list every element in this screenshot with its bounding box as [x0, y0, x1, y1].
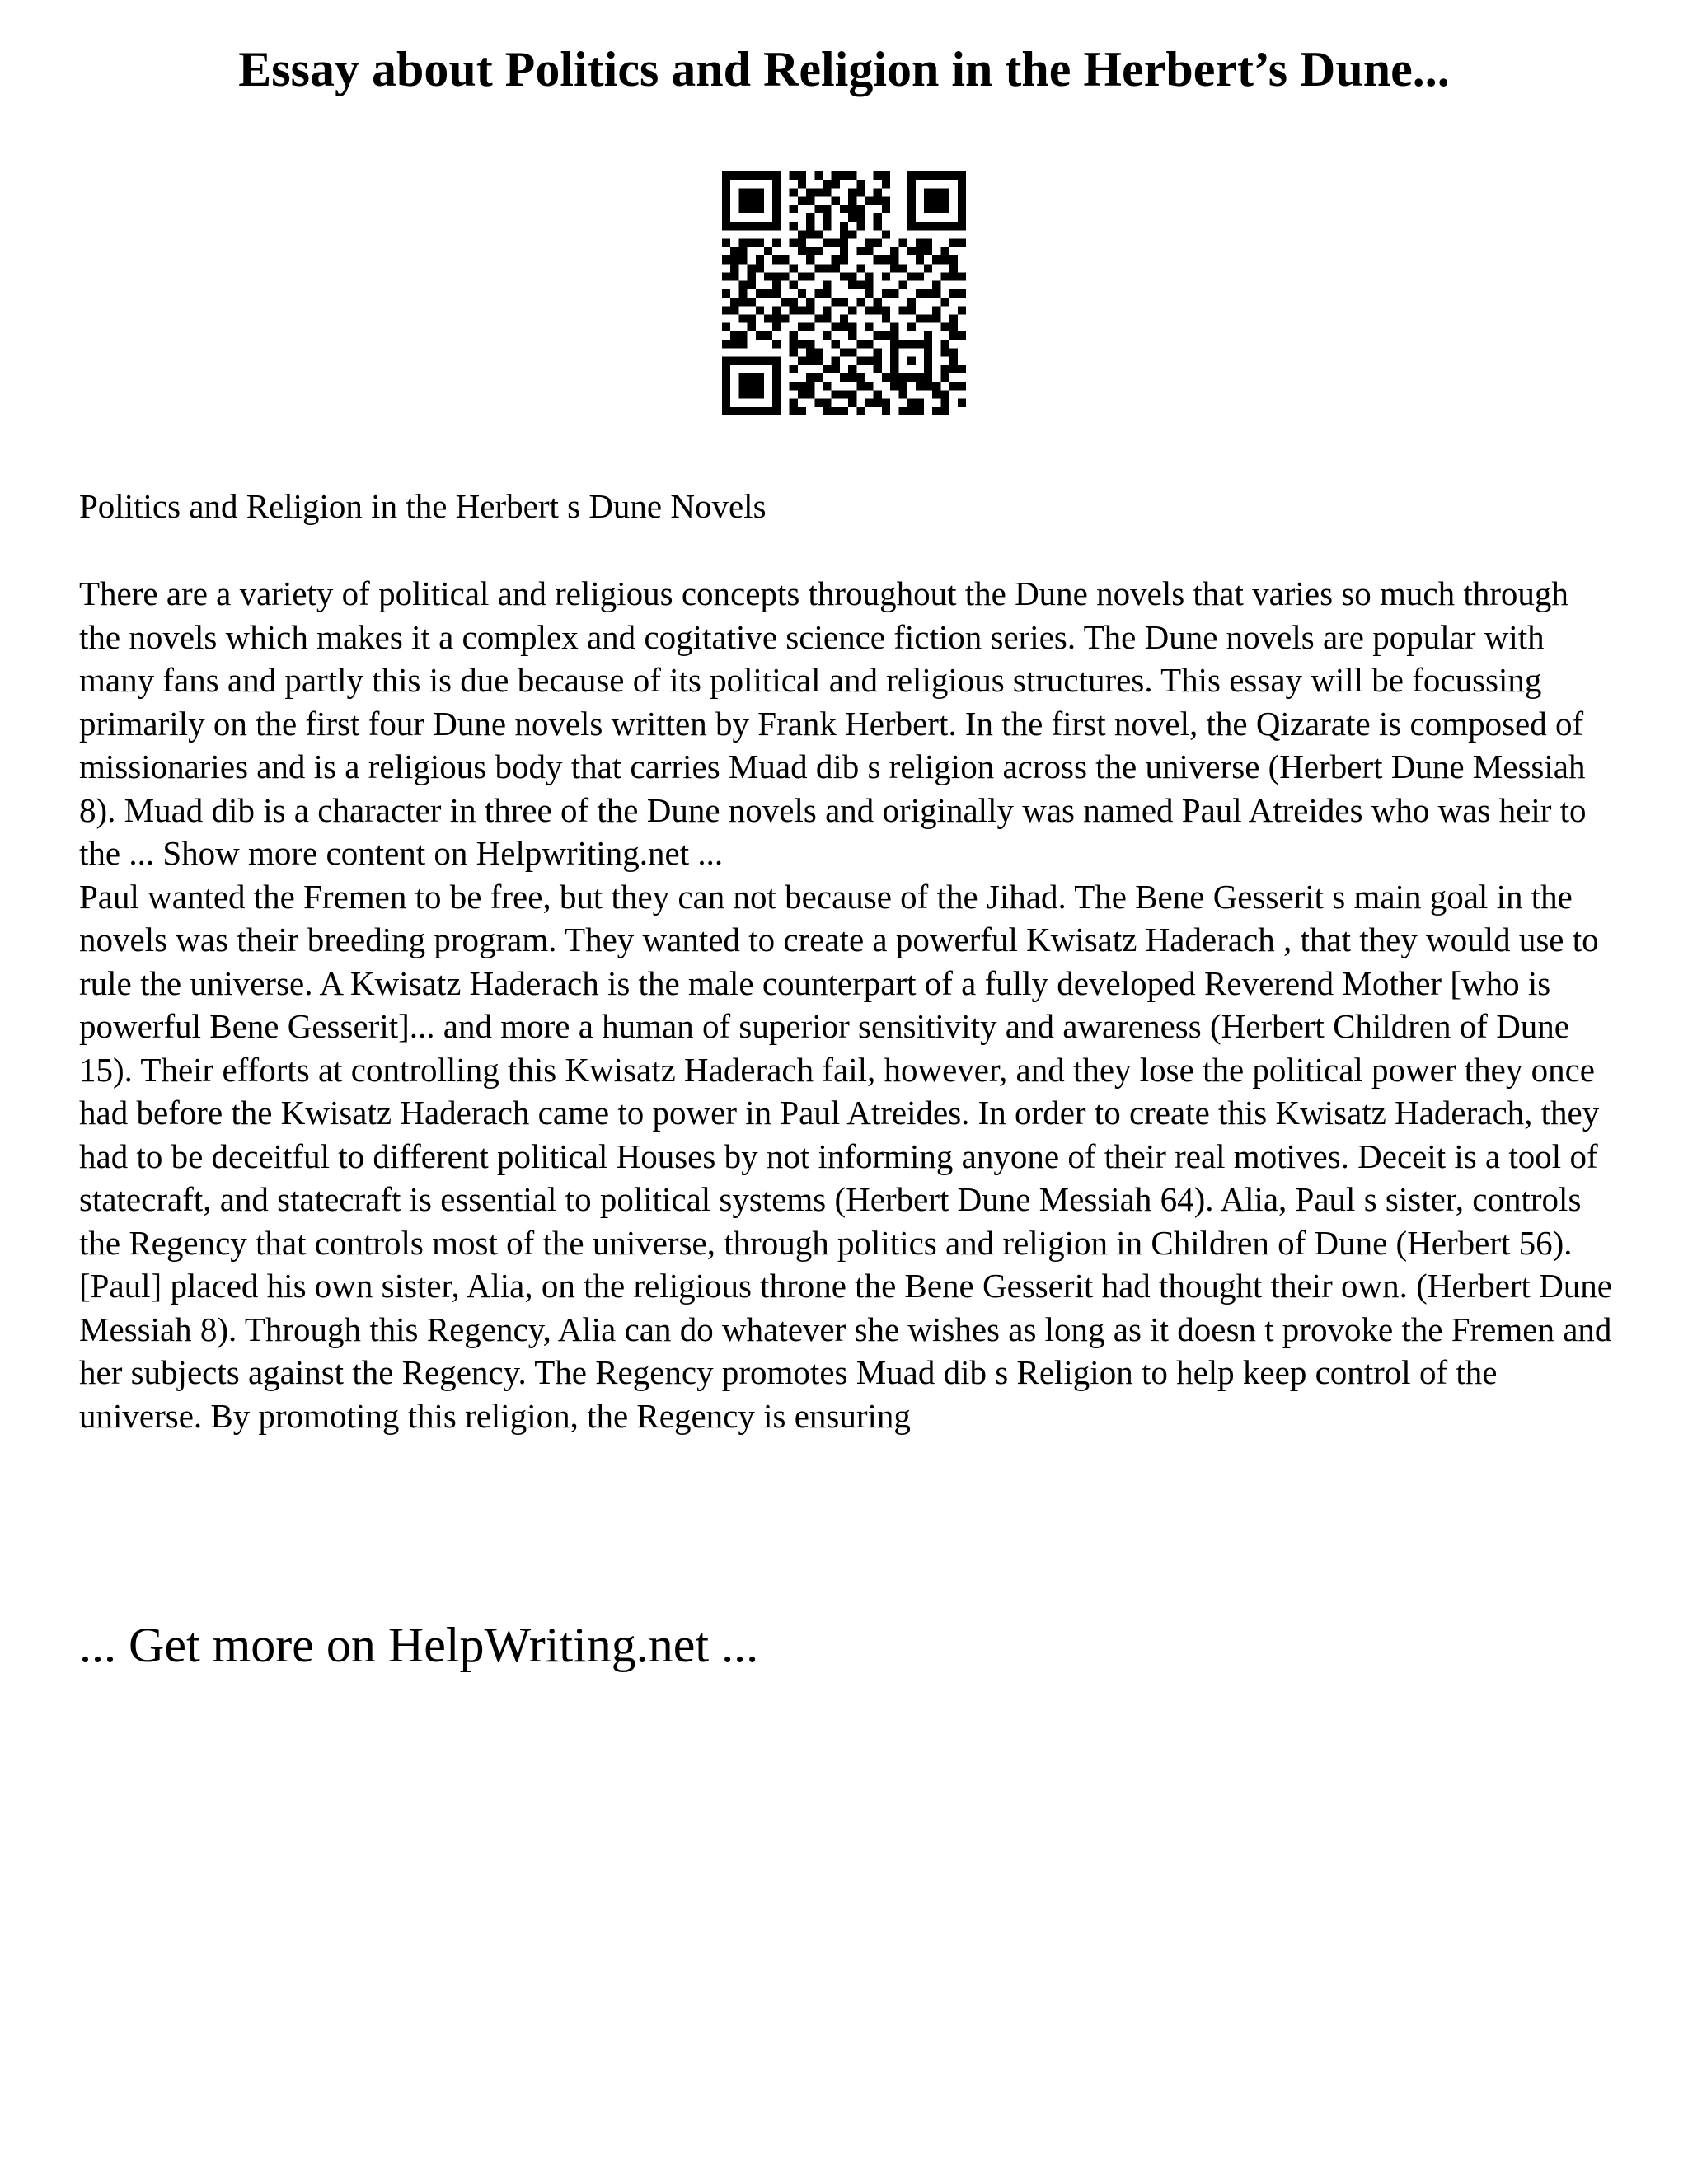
essay-subtitle: Politics and Religion in the Herbert s Dune Novels [79, 487, 767, 525]
document-title: Essay about Politics and Religion in the Herbert’s Dune... [238, 42, 1450, 96]
essay-body [79, 572, 1612, 1437]
essay-paragraph: There are a variety of political and religious concepts throughout the Dune novels that varies so much through the novels which makes it a complex and cogitative science fiction series. The Dune novels are popular with many fans and partly this is due because of its political and religious structures. This essay will be focussing primarily on the first four Dune novels written by Frank Herbert. In the first novel, the Qizarate is composed of missionaries and is a religious body that carries Muad dib s religion across the universe (Herbert Dune Messiah 8). Muad dib is a character in three of the Dune novels and originally was named Paul Atreides who was heir to the ... Show more content on Helpwriting.net ... [79, 574, 1587, 872]
essay-paragraph: Paul wanted the Fremen to be free, but they can not because of the Jihad. The Bene Gesserit s main goal in the novels was their breeding program. They wanted to create a powerful Kwisatz Haderach , that they would use to rule the universe. A Kwisatz Haderach is the male counterpart of a fully developed Reverend Mother [who is powerful Bene Gesserit]... and more a human of superior sensitivity and awareness (Herbert Children of Dune 15). Their efforts at controlling this Kwisatz Haderach fail, however, and they lose the political power they once had before the Kwisatz Haderach came to power in Paul Atreides. In order to create this Kwisatz Haderach, they had to be deceitful to different political Houses by not informing anyone of their real motives. Deceit is a tool of statecraft, and statecraft is essential to political systems (Herbert Dune Messiah 64). Alia, Paul s sister, controls the Regency that controls most of the universe, through politics and religion in Children of Dune (Herbert 56). [Paul] placed his own sister, Alia, on the religious throne the Bene Gesserit had thought their own. (Herbert Dune Messiah 8). Through this Regency, Alia can do whatever she wishes as long as it doesn t provoke the Fremen and her subjects against the Regency. The Regency promotes Muad dib s Religion to help keep control of the universe. By promoting this religion, the Regency is ensuring [79, 877, 1612, 1435]
get-more-link[interactable]: ... Get more on HelpWriting.net ... [79, 1618, 759, 1672]
qr-code-icon [722, 171, 966, 415]
